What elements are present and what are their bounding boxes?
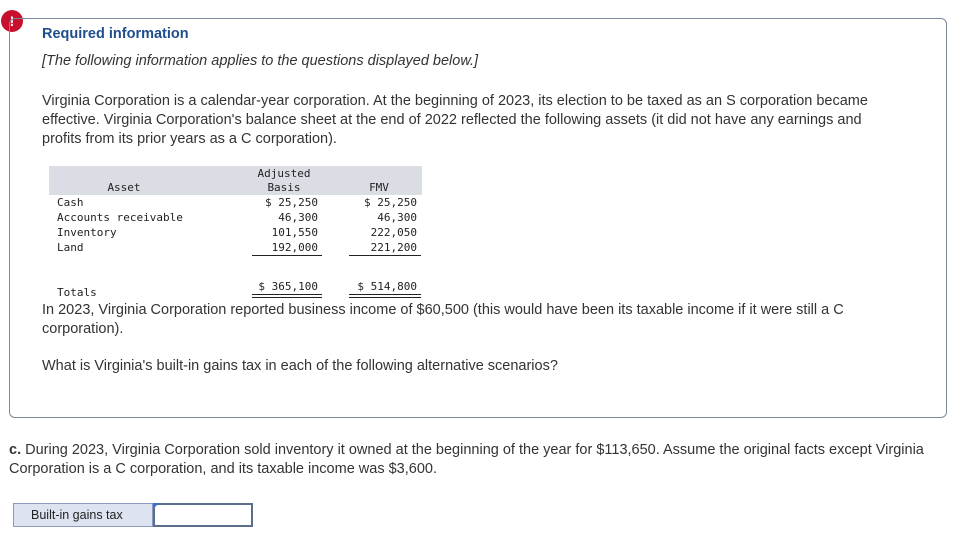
total-rule (349, 294, 421, 295)
header-adjusted: Adjusted (257, 167, 311, 180)
table-row-fmv: 222,050 (370, 226, 417, 239)
header-asset: Asset (107, 181, 141, 194)
table-row-adjusted: 46,300 (278, 211, 318, 224)
required-info-title: Required information (42, 26, 189, 42)
table-row-fmv: 221,200 (370, 241, 417, 254)
question-c (9, 441, 954, 479)
totals-fmv: $ 514,800 (357, 280, 417, 293)
total-rule (252, 294, 322, 295)
header-basis: Basis (267, 181, 301, 194)
subtotal-rule (252, 255, 322, 256)
income-paragraph: In 2023, Virginia Corporation reported business income of $60,500 (this would have been its taxable income if it were still a C corporation). (42, 302, 844, 337)
totals-label: Totals (57, 286, 97, 299)
prompt-paragraph: What is Virginia's built-in gains tax in each of the following alternative scenarios? (42, 358, 558, 374)
total-rule (349, 297, 421, 298)
table-row-fmv: $ 25,250 (364, 196, 417, 209)
intro-paragraph: Virginia Corporation is a calendar-year corporation. At the beginning of 2023, its election to be taxed as an S corporation became effective. Virginia Corporation's balance sheet at the end of 2022 reflected the following assets (it did not have any earnings and profits from its prior years as a C corporation). (42, 93, 868, 147)
subtotal-rule (349, 255, 421, 256)
total-rule (252, 297, 322, 298)
table-row-adjusted: 192,000 (271, 241, 318, 254)
required-info-subtitle: [The following information applies to the questions displayed below.] (42, 53, 479, 69)
input-corner-marker-icon (153, 503, 159, 509)
table-row-asset: Accounts receivable (57, 211, 183, 224)
table-row-asset: Inventory (57, 226, 117, 239)
table-row-asset: Cash (57, 196, 84, 209)
question-letter: c. (9, 442, 22, 458)
table-row-adjusted: $ 25,250 (265, 196, 318, 209)
table-row-adjusted: 101,550 (271, 226, 318, 239)
question-text: During 2023, Virginia Corporation sold inventory it owned at the beginning of the year for $113,650. Assume the original facts except Virginia Corporation is a C corporation, and its taxable income was $3,600. (9, 442, 924, 477)
table-row-fmv: 46,300 (377, 211, 417, 224)
built-in-gains-tax-label: Built-in gains tax (13, 503, 153, 527)
alert-icon: ! (1, 10, 23, 32)
totals-adjusted: $ 365,100 (258, 280, 318, 293)
header-fmv: FMV (369, 181, 389, 194)
built-in-gains-tax-input[interactable] (153, 503, 253, 527)
table-row-asset: Land (57, 241, 84, 254)
